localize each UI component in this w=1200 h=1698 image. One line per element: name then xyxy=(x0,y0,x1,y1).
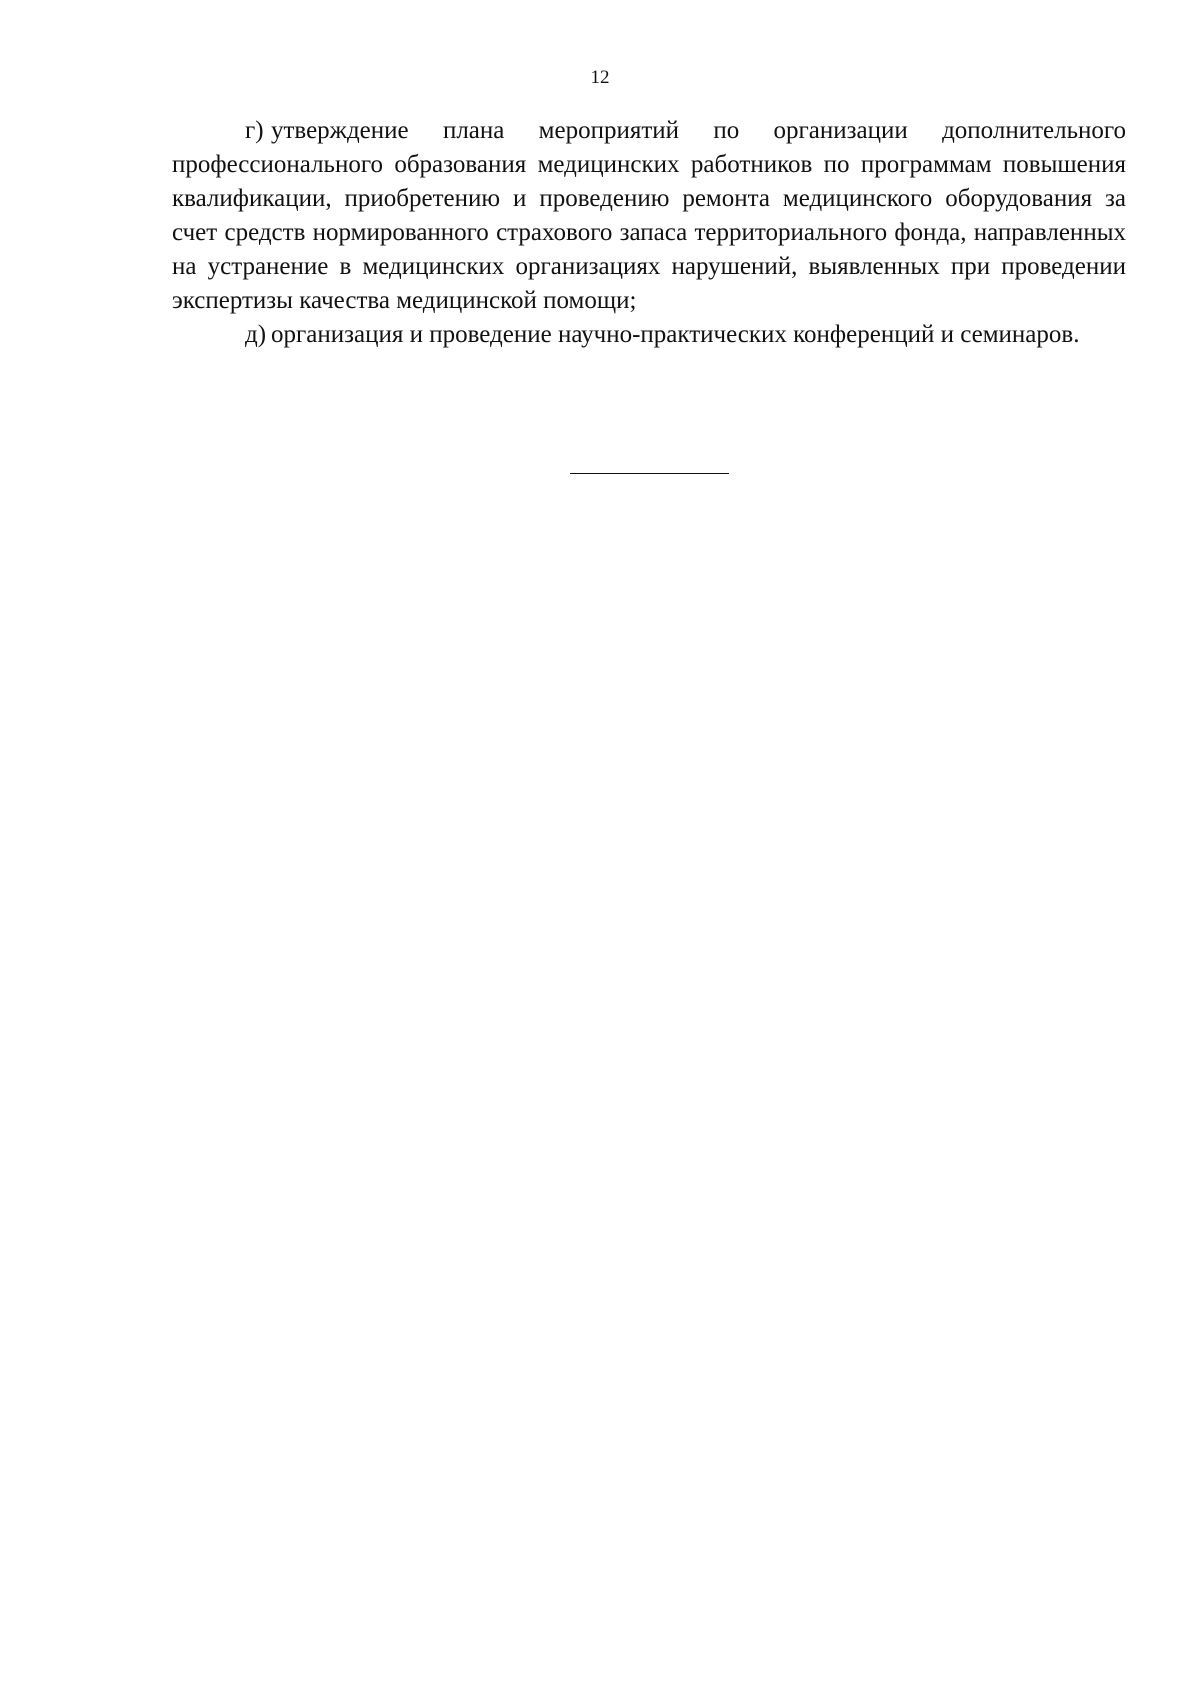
closing-divider xyxy=(570,473,729,474)
list-item xyxy=(172,114,1126,318)
page-number: 12 xyxy=(590,67,610,88)
list-item-text: утверждение плана мероприятий по организации дополнительного профессионального образования медицинских работников по программам повышения квалификации, приобретению и проведению ремонта медицинского оборудования за счет средств нормированного страхового запаса территориального фонда, направленных на устранение в медицинских организациях нарушений, выявленных при проведении экспертизы качества медицинской помощи; xyxy=(172,117,1126,314)
list-item-marker: д) xyxy=(245,321,267,348)
document-body xyxy=(172,114,1126,352)
list-item-text: организация и проведение научно-практических конференций и семинаров. xyxy=(271,321,1080,348)
list-item xyxy=(172,318,1126,352)
list-item-marker: г) xyxy=(245,117,264,144)
